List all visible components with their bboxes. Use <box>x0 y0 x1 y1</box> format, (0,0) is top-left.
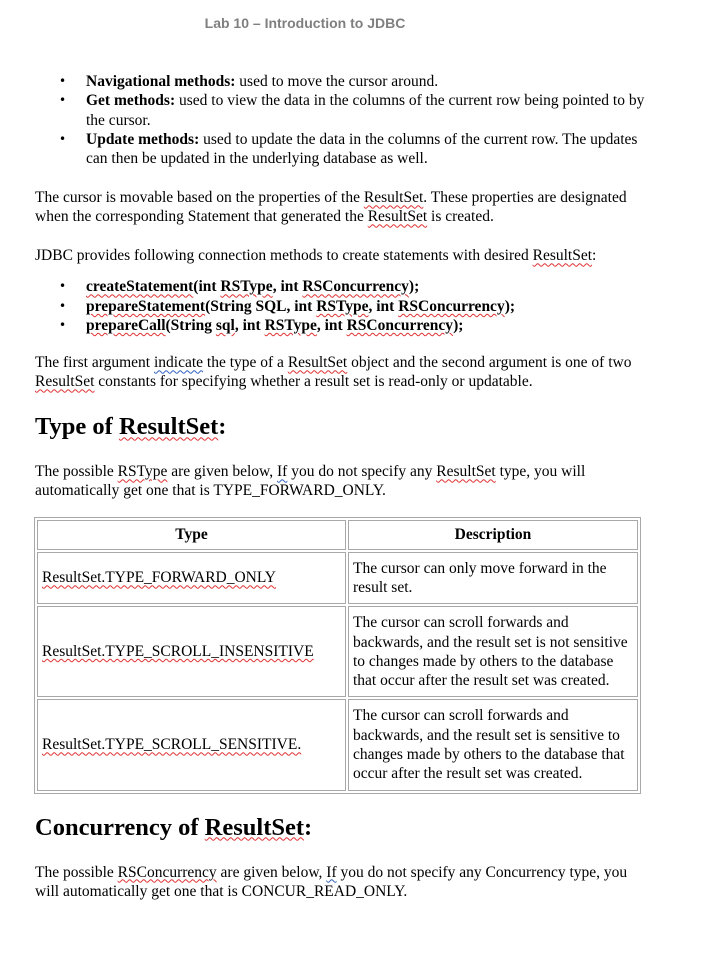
term: Update methods: <box>86 130 200 148</box>
methods-list <box>35 72 645 168</box>
cell-type: ResultSet.TYPE_SCROLL_SENSITIVE. <box>37 699 346 790</box>
cell-description: The cursor can scroll forwards and backwards, and the result set is sensitive to changes made by others to the database that occur after the result set was created. <box>348 699 638 790</box>
paragraph-rstype: The possible RSType are given below, If you do not specify any ResultSet type, you will automatically get one that is TYPE_FORWARD_ONLY. <box>35 463 586 500</box>
list-item <box>35 130 645 169</box>
definition: used to update the data in the columns of the current row. The updates can then be updated in the underlying database as well. <box>86 130 638 168</box>
list-item: • prepareCall(String sql, int RSType, int RSConcurrency); <box>35 316 645 335</box>
page-header: Lab 10 – Introduction to JDBC <box>204 15 406 31</box>
heading-type: Type of ResultSet: <box>35 413 227 441</box>
signatures-list <box>35 277 645 335</box>
list-item <box>35 91 645 130</box>
table-row <box>37 606 638 697</box>
definition: used to move the cursor around. <box>235 73 439 90</box>
term: Navigational methods: <box>86 73 236 90</box>
definition: used to view the data in the columns of the current row being pointed to by the cursor. <box>86 92 645 129</box>
term: Get methods: <box>86 92 176 110</box>
resultset-type-table <box>34 517 641 793</box>
cell-type: ResultSet.TYPE_FORWARD_ONLY <box>37 552 346 605</box>
paragraph-cursor: The cursor is movable based on the properties of the ResultSet. These properties are designated when the corresponding Statement that generated the ResultSet is created. <box>35 189 627 226</box>
list-item: • prepareStatement(String SQL, int RSType, int RSConcurrency); <box>35 297 645 316</box>
column-header-description: Description <box>348 520 638 549</box>
cell-description: The cursor can scroll forwards and backwards, and the result set is not sensitive to changes made by others to the database that occur after the result set was created. <box>348 606 638 697</box>
cell-description: The cursor can only move forward in the result set. <box>348 552 638 605</box>
table-row <box>37 552 638 605</box>
cell-type: ResultSet.TYPE_SCROLL_INSENSITIVE <box>37 606 346 697</box>
list-item <box>35 72 645 91</box>
paragraph-rsconcurrency: The possible RSConcurrency are given below, If you do not specify any Concurrency type, you will automatically get one that is CONCUR_READ_ONLY. <box>35 863 628 900</box>
list-item: • createStatement(int RSType, int RSConcurrency); <box>35 277 645 296</box>
paragraph-jdbc: JDBC provides following connection methods to create statements with desired ResultSet: <box>35 247 597 265</box>
table-header-row <box>37 520 638 549</box>
heading-concurrency: Concurrency of ResultSet: <box>35 813 313 841</box>
paragraph-arguments: The first argument indicate the type of a ResultSet object and the second argument is one of two ResultSet constants for specifying whether a result set is read-only or updatable. <box>35 354 632 391</box>
document-body <box>35 72 645 901</box>
table-row <box>37 699 638 790</box>
column-header-type: Type <box>37 520 346 549</box>
